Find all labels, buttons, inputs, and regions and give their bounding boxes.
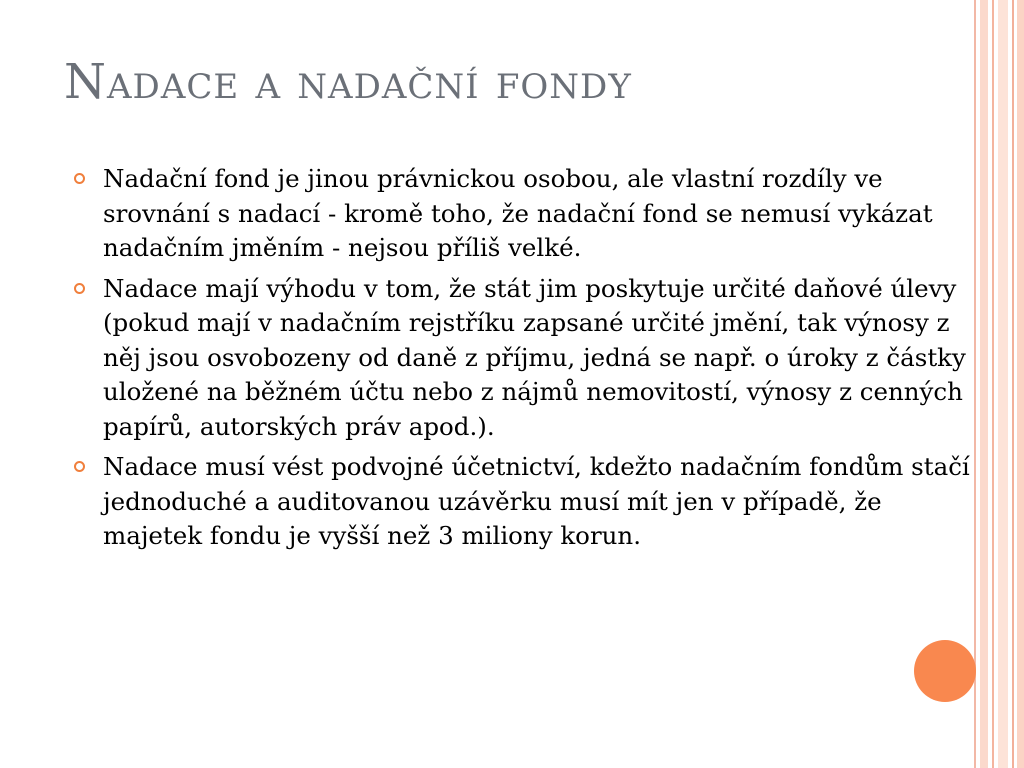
- stripe: [974, 0, 976, 768]
- decorative-circle: [914, 640, 976, 702]
- right-decorative-stripes: [974, 0, 1024, 768]
- bullet-item: [72, 450, 972, 554]
- bullet-text: Nadace mají výhodu v tom, že stát jim poskytuje určité daňové úlevy (pokud mají v nadačním rejstříku zapsané určité jmění, tak výnosy z něj jsou osvobozeny od daně z příjmu, jedná se např. o úroky z částky uložené na běžném účtu nebo z nájmů nemovitostí, výnosy z cenných papírů, autorských práv apod.).: [103, 273, 966, 441]
- stripe: [1017, 0, 1024, 768]
- bullet-item: [72, 272, 972, 445]
- bullet-text: Nadace musí vést podvojné účetnictví, kdežto nadačním fondům stačí jednoduché a auditovanou uzávěrku musí mít jen v případě, že majetek fondu je vyšší než 3 miliony korun.: [103, 452, 970, 550]
- stripe: [992, 0, 994, 768]
- bullet-ring-icon: [74, 461, 85, 472]
- stripe: [998, 0, 1008, 768]
- stripe: [980, 0, 988, 768]
- bullet-list: [72, 162, 972, 560]
- slide-title: Nadace a nadační fondy: [64, 54, 632, 110]
- bullet-ring-icon: [74, 283, 85, 294]
- bullet-item: [72, 162, 972, 266]
- bullet-text: Nadační fond je jinou právnickou osobou, ale vlastní rozdíly ve srovnání s nadací - kromě toho, že nadační fond se nemusí vykázat nadačním jměním - nejsou příliš velké.: [103, 164, 933, 262]
- bullet-ring-icon: [74, 173, 85, 184]
- stripe: [1012, 0, 1014, 768]
